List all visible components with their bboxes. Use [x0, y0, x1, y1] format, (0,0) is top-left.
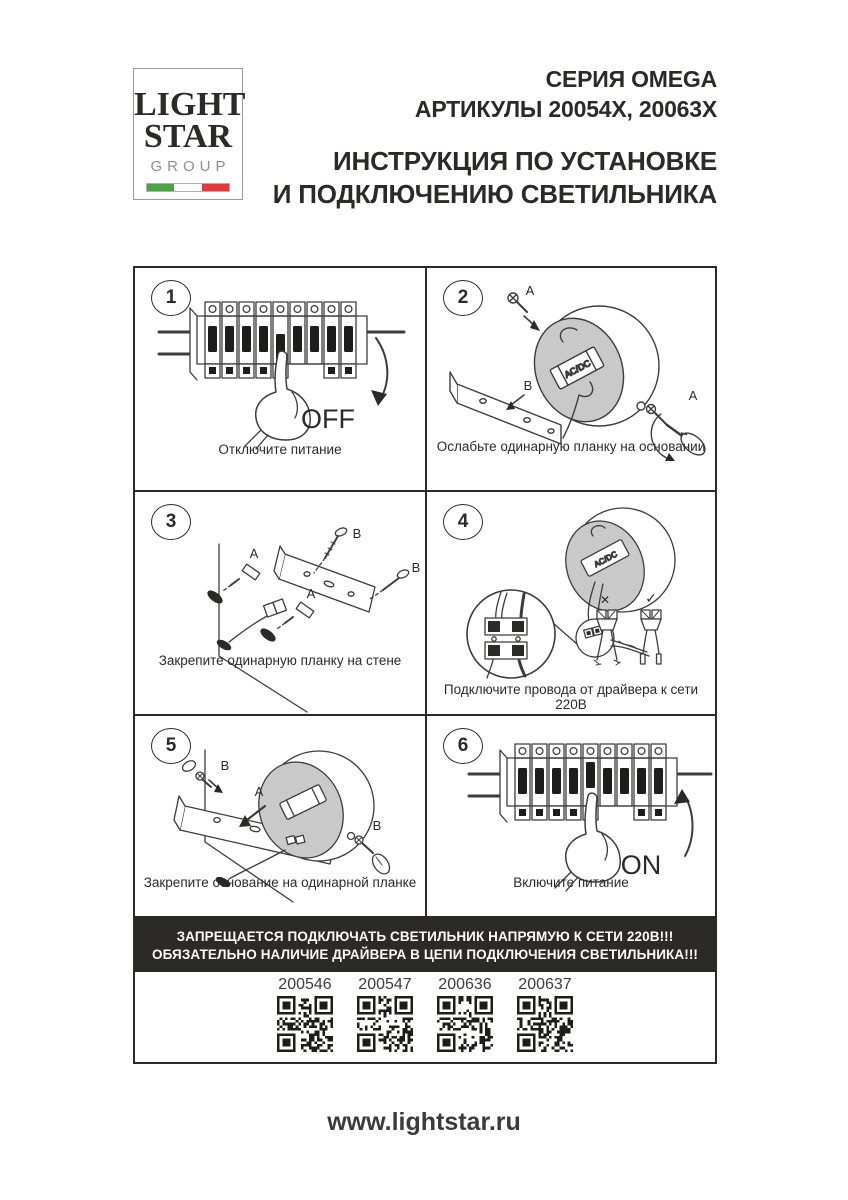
warning-line-1: ЗАПРЕЩАЕТСЯ ПОДКЛЮЧАТЬ СВЕТИЛЬНИК НАПРЯМУЮ К СЕТИ 220В!!!: [176, 928, 674, 944]
step-panel-6: [427, 716, 715, 918]
logo-text-light: LIGHT: [134, 86, 246, 123]
step-number: 5: [165, 735, 177, 756]
step-number: 1: [165, 287, 177, 308]
steps-grid: [133, 266, 717, 1064]
italian-flag-icon: [146, 183, 230, 192]
step-caption: Подключите провода от драйвера к сети 220В: [443, 682, 699, 712]
terminal-n-bottom: N: [490, 646, 498, 656]
qr-label: 200546: [278, 976, 332, 993]
step-caption: Включите питание: [513, 875, 629, 890]
logo-text-star: STAR: [143, 118, 233, 156]
label-b-bracket: B: [523, 378, 533, 393]
label-b-screw-left: B: [220, 758, 230, 773]
qr-code: [277, 996, 333, 1052]
step-caption: Отключите питание: [218, 442, 342, 457]
qr-item: [517, 976, 573, 1052]
terminal-n-top: N: [490, 622, 498, 632]
warning-banner: [135, 918, 715, 972]
step-number-badge: [151, 728, 191, 764]
footer: [0, 1108, 848, 1137]
qr-item: [277, 976, 333, 1052]
step-panel-2: [427, 268, 715, 492]
flag-green-segment: [147, 184, 174, 191]
label-a-anchor: A: [249, 546, 259, 561]
driver-label: AC/DC: [592, 549, 619, 570]
title-block: [273, 64, 717, 211]
label-b-screw-right: B: [411, 560, 421, 575]
step-panel-1: [135, 268, 427, 492]
step-number: 3: [165, 511, 177, 532]
label-b-screw-right: B: [372, 818, 382, 833]
qr-item: [437, 976, 493, 1052]
step-caption: Закрепите одинарную планку на стене: [158, 653, 402, 668]
terminal-l-bottom: L: [515, 646, 521, 656]
instruction-title-line2: И ПОДКЛЮЧЕНИЮ СВЕТИЛЬНИКА: [272, 179, 717, 209]
qr-code: [357, 996, 413, 1052]
step-panel-5: [135, 716, 427, 918]
terminal-l-top: L: [515, 622, 521, 632]
label-a-screwdriver: A: [688, 388, 698, 403]
label-a-arrow: A: [254, 784, 264, 799]
check-mark: ✓: [645, 590, 657, 606]
step-number: 4: [457, 511, 469, 532]
step-number-badge: [443, 728, 483, 764]
qr-code: [517, 996, 573, 1052]
step-number: 2: [457, 287, 469, 308]
qr-item: [357, 976, 413, 1052]
lightstar-logo: [133, 68, 246, 200]
qr-label: 200637: [518, 976, 572, 993]
step-panel-4: [427, 492, 715, 716]
step-number: 6: [457, 735, 469, 756]
on-label: ON: [620, 850, 662, 880]
instruction-title-line1: ИНСТРУКЦИЯ ПО УСТАНОВКЕ: [333, 146, 717, 176]
articles-title: АРТИКУЛЫ 20054X, 20063X: [414, 96, 717, 122]
step-caption: Закрепите основание на одинарной планке: [143, 875, 417, 890]
flag-red-segment: [202, 184, 229, 191]
off-label: OFF: [301, 404, 355, 434]
qr-label: 200636: [438, 976, 492, 993]
step-number-badge: [443, 280, 483, 316]
warning-line-2: ОБЯЗАТЕЛЬНО НАЛИЧИЕ ДРАЙВЕРА В ЦЕПИ ПОДКЛЮЧЕНИЯ СВЕТИЛЬНИКА!!!: [151, 946, 699, 962]
label-b-screw-top: B: [352, 526, 362, 541]
step-number-badge: [443, 504, 483, 540]
step-number-badge: [151, 280, 191, 316]
qr-code: [437, 996, 493, 1052]
website-url: www.lightstar.ru: [327, 1108, 521, 1136]
series-title: СЕРИЯ OMEGA: [545, 66, 717, 92]
label-a-bolt: A: [306, 586, 316, 601]
step-panel-3: [135, 492, 427, 716]
qr-label: 200547: [358, 976, 412, 993]
step-caption: Ослабьте одинарную планку на основании: [436, 439, 706, 454]
wrong-mark: ✕: [599, 593, 611, 607]
step-number-badge: [151, 504, 191, 540]
label-a-screw: A: [525, 283, 535, 298]
qr-section: [135, 972, 715, 1062]
flag-white-segment: [174, 184, 201, 191]
logo-text-group: GROUP: [150, 157, 231, 175]
driver-label: AC/DC: [562, 357, 593, 380]
